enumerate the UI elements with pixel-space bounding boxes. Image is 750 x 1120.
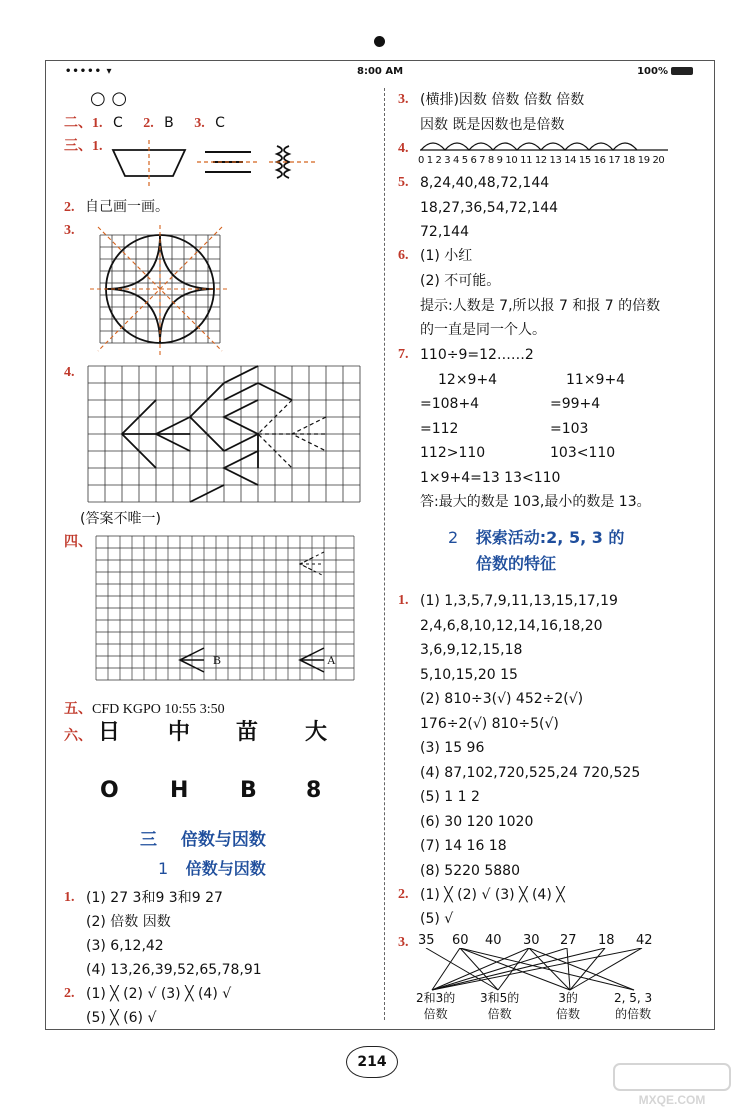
b3-top-35: 35 <box>418 933 435 948</box>
s2-num-3: 3. <box>194 116 205 131</box>
b3-top-30: 30 <box>523 933 540 948</box>
b3-bottom-4-l1: 2, 5, 3 <box>614 991 653 1005</box>
p1-line-2: (2) 倍数 因数 <box>86 914 171 930</box>
b2-line-2: (5) √ <box>420 911 454 927</box>
camera-dot <box>374 36 385 47</box>
b3-bottom-3-l1: 3的 <box>558 991 578 1005</box>
section-2-heading <box>448 529 624 547</box>
chapter-number: 三 <box>140 830 157 850</box>
b1-line-7: (3) 15 96 <box>420 740 485 756</box>
section-four-label: 四、 <box>64 535 92 550</box>
r3-line-2: 因数 既是因数也是倍数 <box>420 117 565 133</box>
r7-answer: 答:最大的数是 103,最小的数是 13。 <box>420 494 651 510</box>
signal-icon: ••••• ▾ <box>65 66 113 77</box>
r7-cola-3: =112 <box>420 421 459 437</box>
r6-line-2: (2) 不可能。 <box>420 273 501 289</box>
q3-number: 3. <box>64 223 75 238</box>
b1-number: 1. <box>398 593 409 608</box>
b3-bottom-3-l2: 倍数 <box>556 1007 581 1021</box>
q2-number: 2. <box>64 200 75 215</box>
r7-colb-2: =99+4 <box>550 396 601 412</box>
b3-top-18: 18 <box>598 933 615 948</box>
grid-label-a: A <box>327 653 336 667</box>
b3-bottom-2 <box>480 990 519 1022</box>
p1-number: 1. <box>64 890 75 905</box>
number-line-labels: 0 1 2 3 4 5 6 7 8 9 10 11 12 13 14 15 16 17 18 19 20 <box>418 155 665 166</box>
r3-number: 3. <box>398 92 409 107</box>
watermark-logo <box>612 1060 732 1108</box>
arrow-mirror-grid <box>92 532 358 694</box>
page-number: 214 <box>346 1046 398 1078</box>
b1-line-12: (8) 5220 5880 <box>420 863 520 879</box>
section-five-answer: CFD KGPO 10:55 3:50 <box>92 702 225 717</box>
p2-line-1: (1) ╳ (2) √ (3) ╳ (4) √ <box>86 986 232 1002</box>
b3-number: 3. <box>398 935 409 950</box>
answer-circles: ○ ○ <box>90 88 128 109</box>
section-six-label: 六、 <box>64 729 92 744</box>
b3-bottom-1-l2: 倍数 <box>423 1007 448 1021</box>
r7-cola-4: 112>110 <box>420 445 486 461</box>
q4-number: 4. <box>64 365 75 380</box>
r5-line-3: 72,144 <box>420 224 469 240</box>
r6-hint-cont: 的一直是同一个人。 <box>420 322 546 338</box>
b1-line-9: (5) 1 1 2 <box>420 789 480 805</box>
answer-not-unique-note: (答案不唯一) <box>80 511 161 527</box>
chapter-heading <box>140 831 266 849</box>
watermark-text: MXQE.COM <box>638 1093 706 1107</box>
lesson-title: 倍数与因数 <box>185 859 266 878</box>
r7-first: 110÷9=12……2 <box>420 347 534 363</box>
r7-cola-2: =108+4 <box>420 396 480 412</box>
symmetry-figures <box>105 138 320 188</box>
lesson-heading <box>158 860 266 878</box>
b1-line-10: (6) 30 120 1020 <box>420 814 534 830</box>
b3-bottom-4 <box>614 990 652 1022</box>
section-2-number: 2 <box>448 528 459 547</box>
s6-char-1: 日 <box>98 720 121 745</box>
r6-hint: 提示:人数是 7,所以报 7 和报 7 的倍数 <box>420 298 661 314</box>
s6-symbol-3: B <box>240 778 257 803</box>
b2-number: 2. <box>398 887 409 902</box>
b1-line-2: 2,4,6,8,10,12,14,16,18,20 <box>420 618 603 634</box>
s6-symbol-2: H <box>170 778 189 803</box>
battery-percent: 100% <box>637 66 668 77</box>
b1-line-8: (4) 87,102,720,525,24 720,525 <box>420 765 641 781</box>
b3-top-27: 27 <box>560 933 577 948</box>
b3-bottom-2-l2: 倍数 <box>487 1007 512 1021</box>
r7-cola-1: 12×9+4 <box>438 372 498 388</box>
r4-number: 4. <box>398 141 409 156</box>
b3-bottom-4-l2: 的倍数 <box>615 1007 652 1021</box>
p2-number: 2. <box>64 986 75 1001</box>
r5-line-2: 18,27,36,54,72,144 <box>420 200 559 216</box>
p1-line-4: (4) 13,26,39,52,65,78,91 <box>86 962 262 978</box>
b3-bottom-1 <box>416 990 455 1022</box>
b3-bottom-2-l1: 3和5的 <box>480 991 520 1005</box>
section-two-label: 二、1. <box>64 116 103 131</box>
b3-top-40: 40 <box>485 933 502 948</box>
p1-line-3: (3) 6,12,42 <box>86 938 164 954</box>
battery-icon <box>671 67 693 75</box>
s6-char-3: 苗 <box>236 720 259 745</box>
r5-number: 5. <box>398 175 409 190</box>
section-2-title-1: 探索活动:2, 5, 3 的 <box>475 528 625 547</box>
r7-number: 7. <box>398 347 409 362</box>
r7-line: 1×9+4=13 13<110 <box>420 470 561 486</box>
r6-number: 6. <box>398 248 409 263</box>
status-time: 8:00 AM <box>357 66 404 77</box>
status-bar <box>47 63 711 81</box>
r7-colb-3: =103 <box>550 421 589 437</box>
r7-colb-1: 11×9+4 <box>566 372 626 388</box>
r5-line-1: 8,24,40,48,72,144 <box>420 175 550 191</box>
matching-lines <box>412 948 662 994</box>
b3-top-60: 60 <box>452 933 469 948</box>
grid-label-b: B <box>213 653 222 667</box>
s2-answer-1: C <box>112 115 123 131</box>
b1-line-1: (1) 1,3,5,7,9,11,13,15,17,19 <box>420 593 618 609</box>
r6-line-1: (1) 小红 <box>420 248 473 264</box>
column-divider <box>384 88 385 1020</box>
s6-symbol-1: O <box>100 778 119 803</box>
section-five-label: 五、 <box>64 702 92 717</box>
b2-line-1: (1) ╳ (2) √ (3) ╳ (4) ╳ <box>420 887 565 903</box>
q2-row <box>64 198 169 217</box>
s2-answer-3: C <box>215 115 225 131</box>
s2-num-2: 2. <box>143 116 154 131</box>
b1-line-6: 176÷2(√) 810÷5(√) <box>420 716 559 732</box>
section-2-title-2: 倍数的特征 <box>476 554 557 573</box>
s6-char-2: 中 <box>168 720 191 745</box>
s2-answer-2: B <box>164 115 174 131</box>
lesson-number: 1 <box>158 859 169 878</box>
b1-line-5: (2) 810÷3(√) 452÷2(√) <box>420 691 584 707</box>
star-in-circle-grid <box>90 225 230 357</box>
p2-line-2: (5) ╳ (6) √ <box>86 1010 157 1026</box>
chapter-title: 倍数与因数 <box>180 830 266 850</box>
p1-line-1: (1) 27 3和9 3和9 27 <box>86 890 223 906</box>
b1-line-11: (7) 14 16 18 <box>420 838 507 854</box>
b1-line-4: 5,10,15,20 15 <box>420 667 518 683</box>
section-five-row <box>64 700 225 719</box>
r7-colb-4: 103<110 <box>550 445 616 461</box>
section-two-row <box>64 114 225 133</box>
q2-text: 自己画一画。 <box>84 199 169 215</box>
b3-top-42: 42 <box>636 933 653 948</box>
b1-line-3: 3,6,9,12,15,18 <box>420 642 523 658</box>
section-three-label: 三、1. <box>64 139 103 154</box>
s6-char-4: 大 <box>305 720 328 745</box>
b3-bottom-1-l1: 2和3的 <box>416 991 456 1005</box>
arrow-translation-grid <box>84 362 364 512</box>
battery-indicator <box>637 66 693 77</box>
r3-line-1: (横排)因数 倍数 倍数 倍数 <box>420 92 585 108</box>
b3-bottom-3 <box>556 990 580 1022</box>
s6-symbol-4: 8 <box>306 778 322 803</box>
